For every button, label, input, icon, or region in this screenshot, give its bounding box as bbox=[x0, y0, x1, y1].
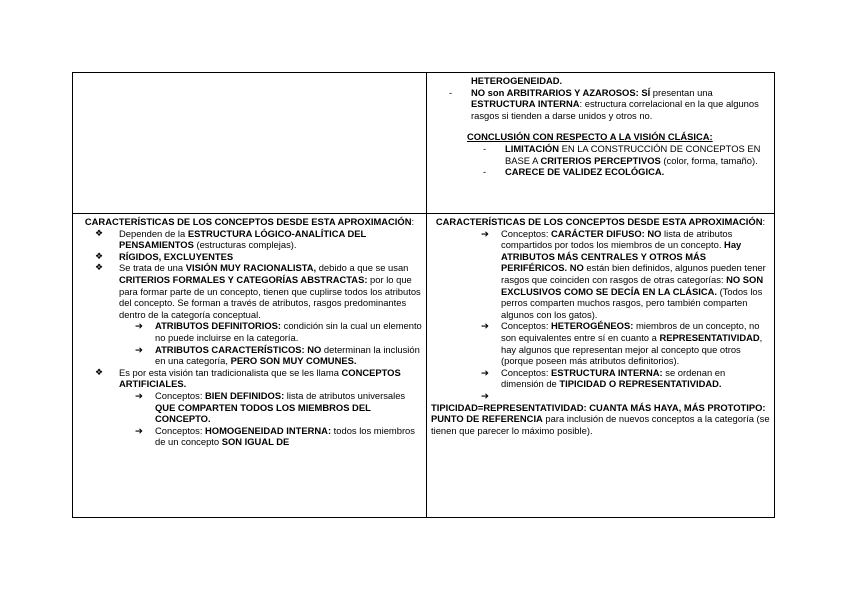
list-item: ➔ Conceptos: HOMOGENEIDAD INTERNA: todos los miembros de un concepto SON IGUAL DE bbox=[135, 424, 415, 448]
diamond-bullet-icon: ❖ bbox=[95, 227, 104, 238]
prototype-characteristics-list bbox=[431, 228, 770, 402]
list-item: ➔ Conceptos: CARÁCTER DIFUSO: NO lista de atributos compartidos por todos los miembros de un concepto. Hay ATRIBUTOS MÁS CENTRALES Y OTROS MÁS PERIFÉRICOS. NO están bien definidos, algunos pueden tener rasgos que coinciden con rasgos de otras categorías: NO SON EXCLUSIVOS COMO SE DECÍA EN LA CLÁSICA. (Todos los perros comparten muchos rasgos, pero también comparten algunos con los gatos). bbox=[481, 227, 766, 320]
structure-list bbox=[431, 87, 770, 122]
section-heading: CARACTERÍSTICAS DE LOS CONCEPTOS DESDE ESTA APROXIMACIÓN: bbox=[435, 216, 766, 227]
top-right-cell bbox=[427, 73, 775, 214]
arrow-bullet-icon: ➔ bbox=[481, 320, 489, 332]
arrow-bullet-icon: ➔ bbox=[135, 343, 143, 355]
heterogeneity-line: HETEROGENEIDAD. bbox=[471, 75, 563, 86]
artificial-concepts-list bbox=[77, 367, 422, 390]
diamond-bullet-icon: ❖ bbox=[95, 262, 104, 273]
characteristics-list bbox=[77, 228, 422, 321]
section-heading: CARACTERÍSTICAS DE LOS CONCEPTOS DESDE ESTA APROXIMACIÓN: bbox=[84, 216, 415, 227]
arrow-bullet-icon: ➔ bbox=[135, 389, 143, 401]
list-item: ❖ Dependen de la ESTRUCTURA LÓGICO-ANALÍTICA DEL PENSAMIENTOS (estructuras complejas). bbox=[95, 227, 367, 251]
diamond-bullet-icon: ❖ bbox=[95, 366, 104, 377]
arrow-bullet-icon: ➔ bbox=[135, 424, 143, 436]
table-row bbox=[73, 73, 775, 214]
list-item: - CARECE DE VALIDEZ ECOLÓGICA. bbox=[483, 166, 770, 178]
attributes-list bbox=[77, 320, 422, 366]
bottom-left-cell bbox=[73, 214, 427, 518]
conclusion-list bbox=[431, 143, 770, 178]
list-item: ➔ Conceptos: ESTRUCTURA INTERNA: se ordenan en dimensión de TIPICIDAD O REPRESENTATIVIDAD. bbox=[481, 366, 726, 390]
table-row bbox=[73, 214, 775, 518]
list-item: ❖ RÍGIDOS, EXCLUYENTES bbox=[95, 250, 234, 262]
conclusion-heading: CONCLUSIÓN CON RESPECTO A LA VISIÓN CLÁSICA: bbox=[467, 131, 713, 143]
arrow-bullet-icon: ➔ bbox=[135, 320, 143, 332]
arrow-bullet-icon: ➔ bbox=[481, 389, 489, 401]
list-item: ➔ Conceptos: BIEN DEFINIDOS: lista de atributos universales QUE COMPARTEN TODOS LOS MIEMBROS DEL CONCEPTO. bbox=[135, 389, 406, 425]
list-item: ❖ Se trata de una VISIÓN MUY RACIONALISTA, debido a que se usan CRITERIOS FORMALES Y CATEGORÍAS ABSTRACTAS: por lo que para formar parte de un concepto, tienen que cuplirse todos los atributos del concepto. Se forman a través de atributos, rasgos predominantes dentro de la categoría conceptual. bbox=[95, 262, 421, 320]
list-item: ➔ Conceptos: HETEROGÉNEOS: miembros de un concepto, no son equivalentes entre sí en cuanto a REPRESENTATIVIDAD, hay algunos que representan mejor al concepto que otros (porque poseen más atributos definitorios). bbox=[481, 320, 763, 367]
bottom-right-cell bbox=[427, 214, 775, 518]
list-item: - NO son ARBITRARIOS Y AZAROSOS: SÍ presentan una ESTRUCTURA INTERNA: estructura correlacional en la que algunos rasgos si tienden a darse unidos y otros no. bbox=[449, 87, 770, 122]
arrow-bullet-icon: ➔ bbox=[481, 227, 489, 239]
document-table bbox=[72, 72, 775, 518]
list-item: ➔ ATRIBUTOS DEFINITORIOS: condición sin la cual un elemento no puede incluirse en la categoría. bbox=[135, 320, 422, 343]
list-item: - LIMITACIÓN EN LA CONSTRUCCIÓN DE CONCEPTOS EN BASE A CRITERIOS PERCEPTIVOS (color, forma, tamaño). bbox=[483, 143, 770, 166]
diamond-bullet-icon: ❖ bbox=[95, 250, 104, 261]
list-item bbox=[481, 390, 770, 402]
concept-types-list bbox=[77, 390, 422, 448]
list-item: ➔ ATRIBUTOS CARACTERÍSTICOS: NO determinan la inclusión en una categoría, PERO SON MUY COMUNES. bbox=[135, 343, 420, 367]
top-left-cell bbox=[73, 73, 427, 214]
arrow-bullet-icon: ➔ bbox=[481, 366, 489, 378]
typicality-paragraph: TIPICIDAD=REPRESENTATIVIDAD: CUANTA MÁS HAYA, MÁS PROTOTIPO: PUNTO DE REFERENCIA para inclusión de nuevos conceptos a la categoría (se tienen que parecer lo máximo posible). bbox=[431, 401, 770, 436]
list-item: ❖ Es por esta visión tan tradicionalista que se les llama CONCEPTOS ARTIFICIALES. bbox=[95, 366, 401, 390]
